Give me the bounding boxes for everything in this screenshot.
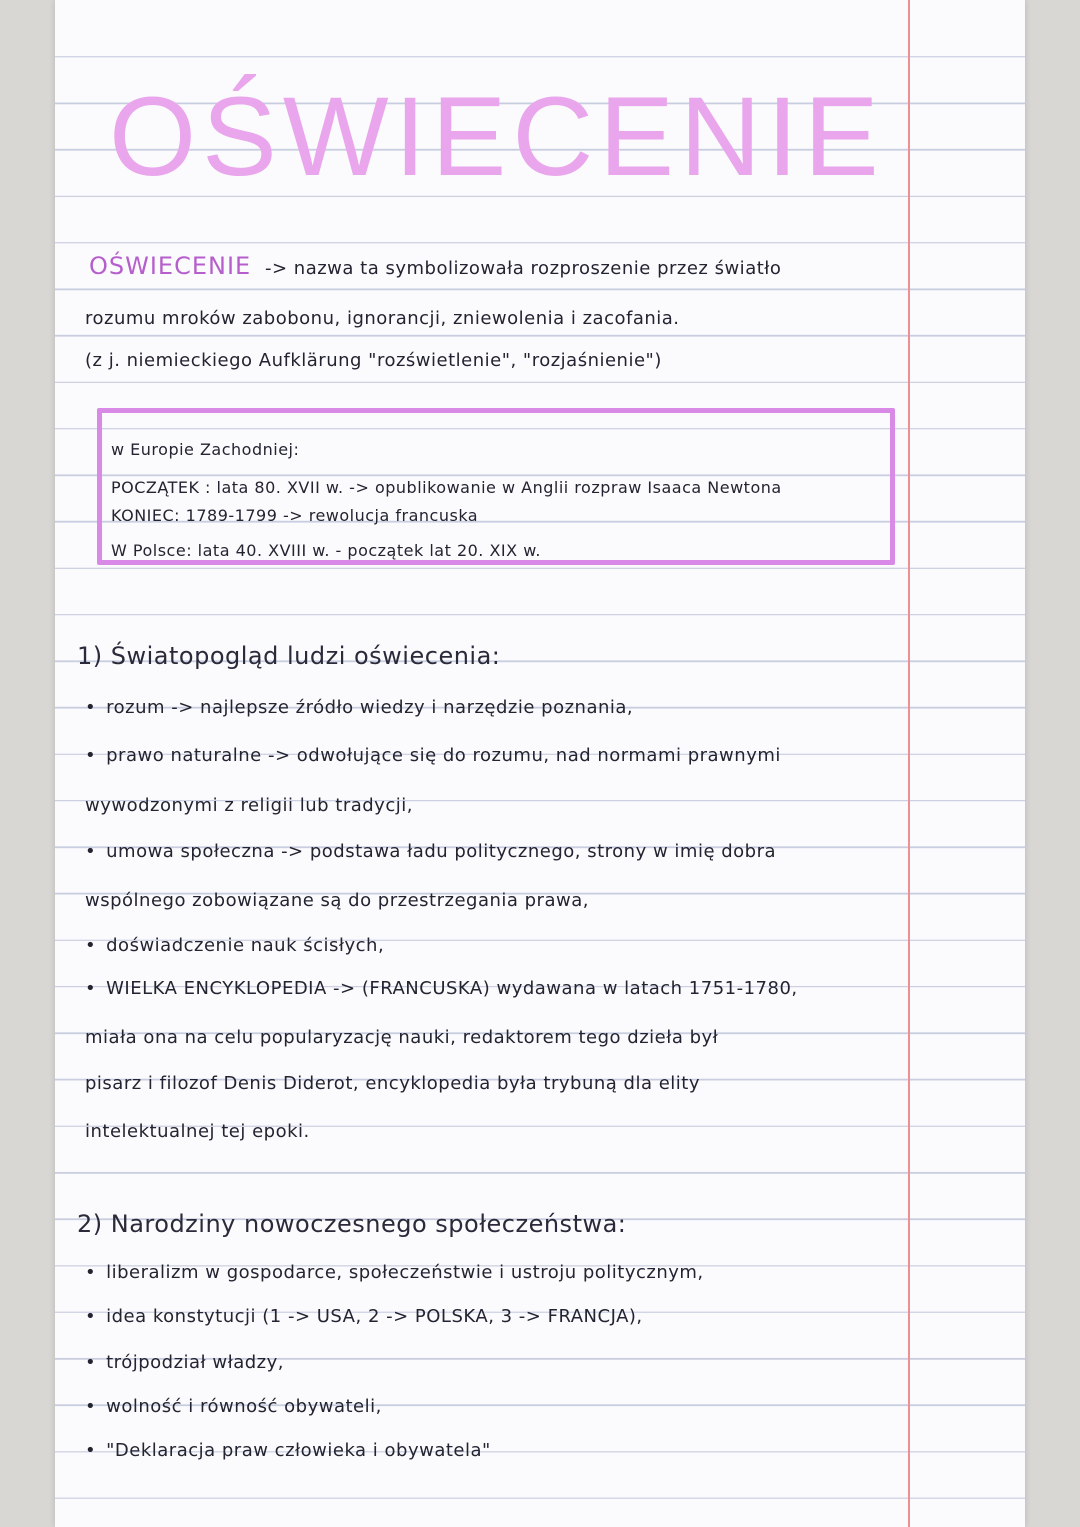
s1-line-8: miała ona na celu popularyzację nauki, redaktorem tego dzieła był bbox=[85, 1027, 719, 1048]
box-line-3: KONIEC: 1789-1799 -> rewolucja francuska bbox=[111, 506, 479, 525]
intro-line-2: rozumu mroków zabobonu, ignorancji, zniewolenia i zacofania. bbox=[85, 308, 680, 329]
s2-line-3: • trójpodział władzy, bbox=[85, 1352, 284, 1373]
s2-line-2: • idea konstytucji (1 -> USA, 2 -> POLSKA, 3 -> FRANCJA), bbox=[85, 1306, 643, 1327]
s1-line-6: • doświadczenie nauk ścisłych, bbox=[85, 935, 384, 956]
s1-line-9: pisarz i filozof Denis Diderot, encyklopedia była trybuną dla elity bbox=[85, 1073, 700, 1094]
box-line-1: w Europie Zachodniej: bbox=[111, 440, 300, 459]
s2-line-5: • "Deklaracja praw człowieka i obywatela" bbox=[85, 1440, 491, 1461]
s1-line-2: • prawo naturalne -> odwołujące się do rozumu, nad normami prawnymi bbox=[85, 745, 781, 766]
intro-term: OŚWIECENIE bbox=[89, 252, 252, 280]
s1-line-1: • rozum -> najlepsze źródło wiedzy i narzędzie poznania, bbox=[85, 697, 633, 718]
margin-line bbox=[908, 0, 910, 1527]
section-2-heading: 2) Narodziny nowoczesnego społeczeństwa: bbox=[77, 1210, 627, 1238]
intro-line-1: -> nazwa ta symbolizowała rozproszenie przez światło bbox=[265, 258, 782, 279]
notebook-page bbox=[55, 0, 1025, 1527]
s1-line-7: • WIELKA ENCYKLOPEDIA -> (FRANCUSKA) wydawana w latach 1751-1780, bbox=[85, 978, 798, 999]
s1-line-5: wspólnego zobowiązane są do przestrzegania prawa, bbox=[85, 890, 589, 911]
s1-line-4: • umowa społeczna -> podstawa ładu politycznego, strony w imię dobra bbox=[85, 841, 776, 862]
box-line-2: POCZĄTEK : lata 80. XVII w. -> opublikowanie w Anglii rozpraw Isaaca Newtona bbox=[111, 478, 782, 497]
s2-line-4: • wolność i równość obywateli, bbox=[85, 1396, 382, 1417]
intro-line-3: (z j. niemieckiego Aufklärung "rozświetlenie", "rozjaśnienie") bbox=[85, 350, 662, 371]
s1-line-3: wywodzonymi z religii lub tradycji, bbox=[85, 795, 413, 816]
s1-line-10: intelektualnej tej epoki. bbox=[85, 1121, 310, 1142]
section-1-heading: 1) Światopogląd ludzi oświecenia: bbox=[77, 642, 501, 670]
s2-line-1: • liberalizm w gospodarce, społeczeństwie i ustroju politycznym, bbox=[85, 1262, 704, 1283]
page-title: OŚWIECENIE bbox=[109, 74, 885, 199]
box-line-4: W Polsce: lata 40. XVIII w. - początek lat 20. XIX w. bbox=[111, 541, 541, 560]
